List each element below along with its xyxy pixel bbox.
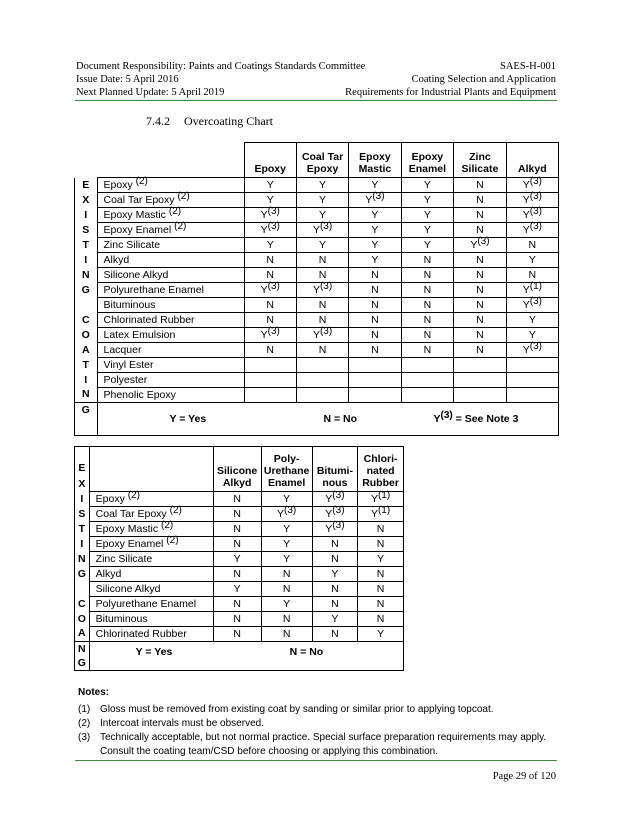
compat-cell: N [401, 298, 454, 313]
compat-cell: $Y^{(3)}$ [244, 283, 296, 298]
notes-section [78, 686, 546, 759]
header-rule [75, 100, 557, 101]
header-next-update: Next Planned Update: 5 April 2019 [76, 87, 225, 98]
compat-cell: Y [296, 193, 348, 208]
compat-cell: $Y^{(3)}$ [349, 193, 401, 208]
compat-cell: N [349, 298, 401, 313]
side-letter: O [75, 612, 90, 627]
side-letter [75, 298, 98, 313]
table-row [75, 612, 404, 627]
coating-name: Coal Tar Epoxy $^{(2)}$ [97, 193, 244, 208]
compat-cell [401, 388, 454, 403]
compat-cell [401, 373, 454, 388]
coating-name: Bituminous [89, 612, 213, 627]
legend-see-note3 [433, 410, 519, 426]
compat-cell: Y [506, 253, 558, 268]
compat-cell: Y [296, 208, 348, 223]
table-row [75, 178, 559, 193]
compat-cell: Y [244, 178, 296, 193]
side-letter: I [75, 537, 90, 552]
document-header [76, 60, 556, 99]
compat-cell [349, 373, 401, 388]
compat-cell: N [349, 283, 401, 298]
compat-cell: N [296, 268, 348, 283]
compat-cell: Y [244, 193, 296, 208]
side-letter: G [75, 567, 90, 582]
coating-name: Zinc Silicate [97, 238, 244, 253]
column-header: Epoxy Mastic [349, 143, 401, 178]
compat-cell: N [401, 253, 454, 268]
compat-cell: N [454, 253, 507, 268]
side-letter: T [75, 522, 90, 537]
compat-cell: N [454, 208, 507, 223]
column-header: Chlori-nated Rubber [358, 447, 404, 492]
coating-name: Latex Emulsion [97, 328, 244, 343]
side-letter [75, 582, 90, 597]
compat-cell: N [506, 268, 558, 283]
compat-cell: $Y^{(3)}$ [506, 343, 558, 358]
compat-cell: N [358, 597, 404, 612]
table-row [75, 567, 404, 582]
compat-cell: Y [401, 208, 454, 223]
coating-name: Silicone Alkyd [97, 268, 244, 283]
side-letter: C [75, 313, 98, 328]
compat-cell: Y [261, 552, 312, 567]
compat-cell: N [358, 567, 404, 582]
compat-cell: N [244, 298, 296, 313]
compat-cell [244, 358, 296, 373]
coating-name: Lacquer [97, 343, 244, 358]
compat-cell: N [213, 492, 261, 507]
compat-cell: N [454, 193, 507, 208]
side-letter: E [75, 178, 98, 193]
coating-name: Alkyd [89, 567, 213, 582]
column-header: Silicone Alkyd [213, 447, 261, 492]
column-header: Bitumi-nous [312, 447, 357, 492]
coating-name: Phenolic Epoxy [97, 388, 244, 403]
side-letter: N [75, 552, 90, 567]
compat-cell: $Y^{(3)}$ [296, 223, 348, 238]
coating-name: Chlorinated Rubber [89, 627, 213, 642]
compat-cell [296, 373, 348, 388]
compat-cell: $Y^{(1)}$ [358, 507, 404, 522]
compat-cell: Y [401, 238, 454, 253]
side-letter: O [75, 328, 98, 343]
table-row [75, 343, 559, 358]
compat-cell [506, 373, 558, 388]
compat-cell: Y [349, 253, 401, 268]
legend-y: Y [433, 413, 441, 425]
side-letter: S [75, 507, 90, 522]
note-text-wrap [100, 731, 546, 759]
compat-cell: $Y^{(3)}$ [506, 178, 558, 193]
compat-cell: N [454, 328, 507, 343]
coating-name: Chlorinated Rubber [97, 313, 244, 328]
compat-cell: N [454, 343, 507, 358]
column-header: Coal Tar Epoxy [296, 143, 348, 178]
coating-name: Polyurethane Enamel [89, 597, 213, 612]
section-heading [146, 114, 287, 129]
compat-cell: Y [349, 208, 401, 223]
side-letter: G [75, 283, 98, 298]
compat-cell [296, 358, 348, 373]
compat-cell: $Y^{(3)}$ [261, 507, 312, 522]
compat-cell: N [213, 612, 261, 627]
side-letter: S [75, 223, 98, 238]
header-issue-date: Issue Date: 5 April 2016 [76, 74, 179, 85]
overcoating-table-1 [74, 142, 559, 436]
compat-cell: Y [349, 223, 401, 238]
header-row [75, 143, 559, 178]
note-number: (2) [78, 718, 91, 729]
compat-cell: Y [358, 552, 404, 567]
compat-cell: $Y^{(3)}$ [312, 507, 357, 522]
compat-cell [349, 358, 401, 373]
compat-cell: N [312, 627, 357, 642]
coating-name: Epoxy $^{(2)}$ [89, 492, 213, 507]
compat-cell: Y [506, 328, 558, 343]
compat-cell: Y [401, 178, 454, 193]
compat-cell: $Y^{(3)}$ [312, 522, 357, 537]
compat-cell [349, 388, 401, 403]
compat-cell: N [454, 283, 507, 298]
legend-text: = See Note 3 [452, 413, 519, 425]
coating-name: Polyester [97, 373, 244, 388]
compat-cell [244, 388, 296, 403]
compat-cell: N [349, 343, 401, 358]
legend-row [75, 403, 559, 436]
compat-cell: $Y^{(3)}$ [506, 223, 558, 238]
table-row [75, 193, 559, 208]
table-row [75, 597, 404, 612]
compat-cell: N [312, 582, 357, 597]
compat-cell: N [401, 328, 454, 343]
column-header: Epoxy [244, 143, 296, 178]
compat-cell: Y [401, 223, 454, 238]
compat-cell: Y [261, 522, 312, 537]
legend-cell [97, 403, 559, 436]
header-responsibility: Document Responsibility: Paints and Coatings Standards Committee [76, 61, 366, 72]
compat-cell: N [296, 298, 348, 313]
compat-cell: Y [358, 627, 404, 642]
compat-cell: N [358, 582, 404, 597]
compat-cell: N [296, 253, 348, 268]
compat-cell: $Y^{(3)}$ [244, 328, 296, 343]
compat-cell: N [213, 627, 261, 642]
coating-name: Coal Tar Epoxy $^{(2)}$ [89, 507, 213, 522]
overcoating-table-2 [74, 446, 404, 671]
compat-cell: N [261, 582, 312, 597]
note-text: Technically acceptable, but not normal practice. Special surface preparation requirements may apply. [100, 732, 547, 743]
side-letter: T [75, 238, 98, 253]
legend-yes: Y = Yes [135, 646, 173, 658]
table-row [75, 388, 559, 403]
compat-cell: N [244, 253, 296, 268]
compat-cell: $Y^{(3)}$ [296, 328, 348, 343]
coating-name: Vinyl Ester [97, 358, 244, 373]
compat-cell: N [244, 268, 296, 283]
compat-cell: Y [213, 552, 261, 567]
table-row [75, 283, 559, 298]
side-letter: I [75, 208, 98, 223]
header-row: E X Silicone Alkyd Poly-Urethane Enamel Bitumi-nous Chlori-nated Rubber [75, 447, 404, 492]
compat-cell [506, 388, 558, 403]
table-row [75, 208, 559, 223]
table-row [75, 238, 559, 253]
side-letter: G [75, 403, 98, 436]
table-row [75, 627, 404, 642]
compat-cell: N [312, 537, 357, 552]
compat-cell: N [213, 537, 261, 552]
compat-cell: N [358, 612, 404, 627]
side-letter: I [75, 373, 98, 388]
note-number: (3) [78, 732, 91, 743]
compat-cell: N [401, 283, 454, 298]
legend-cell [89, 642, 403, 671]
compat-cell: $Y^{(3)}$ [506, 193, 558, 208]
note-item [78, 703, 546, 717]
note-text-continued: Consult the coating team/CSD before choosing or applying this combination. [100, 746, 438, 757]
column-header: Zinc Silicate [454, 143, 507, 178]
compat-cell: N [506, 238, 558, 253]
coating-name: Epoxy Enamel $^{(2)}$ [97, 223, 244, 238]
compat-cell: N [296, 313, 348, 328]
compat-cell: N [261, 627, 312, 642]
header-doc-id: SAES-H-001 [499, 61, 556, 72]
coating-name: Polyurethane Enamel [97, 283, 244, 298]
section-number: 7.4.2 [146, 114, 170, 128]
coating-name: Epoxy $^{(2)}$ [97, 178, 244, 193]
legend-no: N = No [323, 413, 358, 425]
compat-cell: N [213, 597, 261, 612]
table-row [75, 373, 559, 388]
compat-cell: N [312, 552, 357, 567]
coating-name: Alkyd [97, 253, 244, 268]
compat-cell: Y [244, 238, 296, 253]
compat-cell: N [213, 567, 261, 582]
coating-name: Epoxy Mastic $^{(2)}$ [97, 208, 244, 223]
compat-cell: N [296, 343, 348, 358]
compat-cell [454, 388, 507, 403]
compat-cell: Y [296, 238, 348, 253]
compat-cell: N [261, 612, 312, 627]
compat-cell: N [213, 522, 261, 537]
note-number: (1) [78, 704, 91, 715]
table-row [75, 253, 559, 268]
compat-cell: $Y^{(3)}$ [296, 283, 348, 298]
coating-name: Epoxy Mastic $^{(2)}$ [89, 522, 213, 537]
header-title-line2: Requirements for Industrial Plants and Equipment [345, 87, 556, 98]
side-letter: I [75, 253, 98, 268]
compat-cell: N [244, 313, 296, 328]
legend-row [75, 642, 404, 671]
compat-cell [454, 358, 507, 373]
compat-cell: Y [261, 492, 312, 507]
compat-cell [244, 373, 296, 388]
coating-name: Zinc Silicate [89, 552, 213, 567]
table-row [75, 552, 404, 567]
legend-yes: Y = Yes [169, 413, 207, 425]
legend-sup: (3) [440, 410, 453, 421]
compat-cell: N [454, 178, 507, 193]
compat-cell: N [401, 343, 454, 358]
column-header: Alkyd [506, 143, 558, 178]
compat-cell: Y [213, 582, 261, 597]
header-title-line1: Coating Selection and Application [411, 74, 556, 85]
compat-cell: $Y^{(3)}$ [506, 298, 558, 313]
notes-title: Notes: [78, 687, 110, 698]
coating-name: Bituminous [97, 298, 244, 313]
compat-cell: N [454, 268, 507, 283]
compat-cell: $Y^{(3)}$ [506, 208, 558, 223]
side-letter: A [75, 343, 98, 358]
side-letter: I [75, 492, 90, 507]
table-row [75, 507, 404, 522]
page-number: Page 29 of 120 [492, 771, 556, 782]
column-header: Poly-Urethane Enamel [261, 447, 312, 492]
compat-cell: Y [296, 178, 348, 193]
compat-cell: Y [349, 238, 401, 253]
compat-cell: N [454, 298, 507, 313]
compat-cell: N [349, 328, 401, 343]
compat-cell: N [213, 507, 261, 522]
compat-cell: N [401, 268, 454, 283]
side-letter: X [75, 193, 98, 208]
compat-cell: N [358, 537, 404, 552]
table-row [75, 313, 559, 328]
side-letter: N [75, 268, 98, 283]
compat-cell: Y [401, 193, 454, 208]
table-row [75, 298, 559, 313]
compat-cell: $Y^{(3)}$ [312, 492, 357, 507]
note-item [78, 717, 546, 731]
table-row [75, 492, 404, 507]
coating-name: Epoxy Enamel $^{(2)}$ [89, 537, 213, 552]
compat-cell: Y [349, 178, 401, 193]
compat-cell: N [454, 313, 507, 328]
compat-cell: N [349, 313, 401, 328]
compat-cell: $Y^{(1)}$ [358, 492, 404, 507]
table-row [75, 582, 404, 597]
note-text: Intercoat intervals must be observed. [100, 718, 264, 729]
compat-cell: $Y^{(3)}$ [244, 223, 296, 238]
table-row [75, 328, 559, 343]
coating-name: Silicone Alkyd [89, 582, 213, 597]
compat-cell [454, 373, 507, 388]
compat-cell [401, 358, 454, 373]
section-title: Overcoating Chart [184, 114, 273, 128]
table-row [75, 358, 559, 373]
compat-cell [506, 358, 558, 373]
legend-no: N = No [289, 646, 324, 658]
compat-cell: N [261, 567, 312, 582]
compat-cell: Y [506, 313, 558, 328]
compat-cell: N [358, 522, 404, 537]
footer-rule [75, 760, 557, 761]
column-header: Epoxy Enamel [401, 143, 454, 178]
compat-cell: N [312, 597, 357, 612]
table-row [75, 522, 404, 537]
compat-cell: N [349, 268, 401, 283]
compat-cell: N [454, 223, 507, 238]
compat-cell: Y [312, 567, 357, 582]
compat-cell: Y [312, 612, 357, 627]
note-item [78, 731, 546, 759]
side-letter: T [75, 358, 98, 373]
compat-cell: $Y^{(1)}$ [506, 283, 558, 298]
side-letter: N [75, 388, 98, 403]
compat-cell: N [244, 343, 296, 358]
side-letter: A [75, 627, 90, 642]
compat-cell: $Y^{(3)}$ [454, 238, 507, 253]
side-letter: C [75, 597, 90, 612]
compat-cell: Y [261, 597, 312, 612]
compat-cell: Y [261, 537, 312, 552]
side-letter: N G [75, 642, 90, 671]
note-text: Gloss must be removed from existing coat by sanding or similar prior to applying topcoat. [100, 704, 494, 715]
table-row [75, 537, 404, 552]
compat-cell [296, 388, 348, 403]
table-row [75, 268, 559, 283]
compat-cell: $Y^{(3)}$ [244, 208, 296, 223]
compat-cell: N [401, 313, 454, 328]
